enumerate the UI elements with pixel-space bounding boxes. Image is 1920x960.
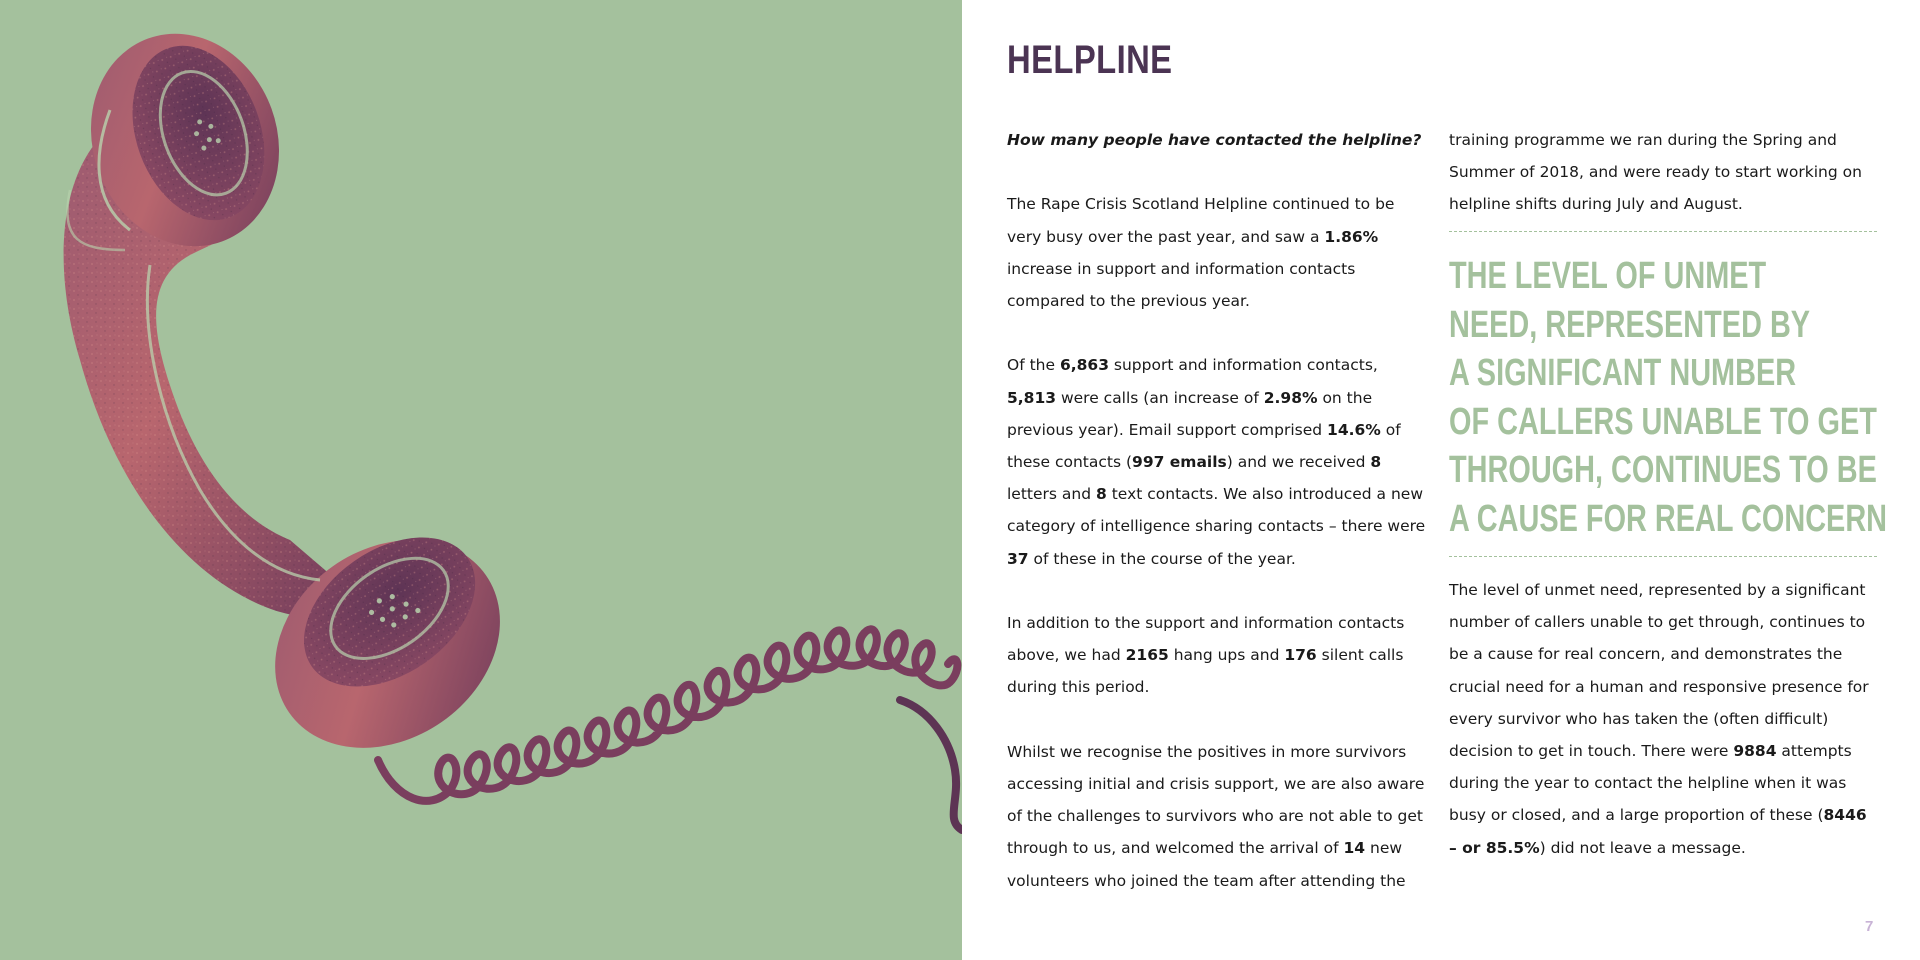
left-text-column [1007,124,1427,897]
page-title: HELPLINE [1007,38,1173,82]
paragraph-busy-year: The Rape Crisis Scotland Helpline continued to be very busy over the past year, and saw a 1.86% increase in support and information contacts compared to the previous year. [1007,195,1395,310]
right-text-column-lower [1449,574,1879,864]
pullquote-line: OF CALLERS UNABLE TO GET [1449,400,1877,443]
pullquote-divider-bottom [1449,556,1877,557]
pullquote-line: NEED, REPRESENTED BY [1449,303,1811,346]
pullquote-line: THROUGH, CONTINUES TO BE [1449,449,1877,491]
right-text-column-continuation [1449,124,1879,221]
paragraph-contact-breakdown: Of the 6,863 support and information contacts, 5,813 were calls (an increase of 2.98% on the previous year). Email support comprised 14.6% of these contacts (997 emails) and we received 8 letters and 8 text contacts. We also introduced a new category of intelligence sharing contacts – there were 37 of these in the course of the year. [1007,356,1426,568]
pullquote [1449,252,1888,543]
pullquote-line: A CAUSE FOR REAL CONCERN [1449,497,1888,540]
page-number: 7 [1865,918,1874,935]
text-panel [962,0,1920,960]
pullquote-line: A SIGNIFICANT NUMBER [1449,352,1797,394]
paragraph-new-volunteers: Whilst we recognise the positives in more survivors accessing initial and crisis support, we are also aware of the challenges to survivors who are not able to get through to us, and welcomed the arrival of 14 new volunteers who joined the team after attending the [1007,742,1425,890]
section-question: How many people have contacted the helpline? [1007,131,1422,149]
pullquote-line: THE LEVEL OF UNMET [1449,255,1767,297]
pullquote-divider-top [1449,231,1877,232]
paragraph-training-continuation: training programme we ran during the Spring and Summer of 2018, and were ready to start working on helpline shifts during July and August. [1449,131,1862,214]
paragraph-unmet-need: The level of unmet need, represented by a significant number of callers unable to get through, continues to be a cause for real concern, and demonstrates the crucial need for a human and responsive presence for every survivor who has taken the (often difficult) decision to get in touch. There were 9884 attempts during the year to contact the helpline when it was busy or closed, and a large proportion of these (8446 – or 85.5%) did not leave a message. [1449,581,1869,857]
paragraph-hang-ups: In addition to the support and information contacts above, we had 2165 hang ups and 176 silent calls during this period. [1007,614,1405,697]
